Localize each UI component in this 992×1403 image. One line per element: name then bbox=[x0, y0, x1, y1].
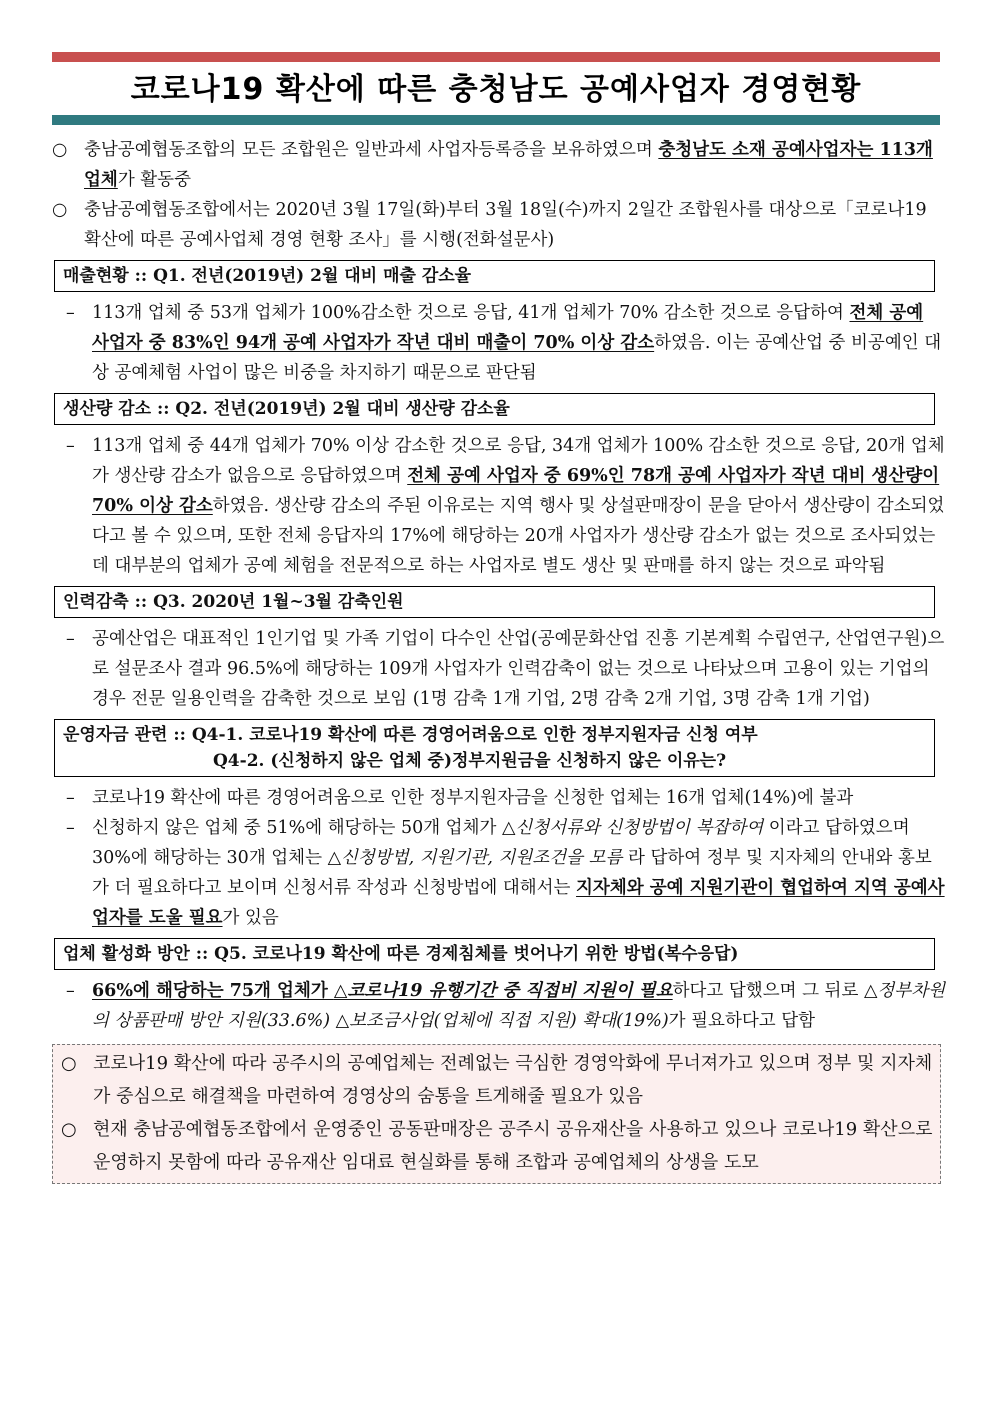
highlight-text: 전체 공예 사업자 중 69%인 78개 공예 사업자가 작년 대비 생산량이 70% 이상 감소 bbox=[92, 466, 940, 516]
dash-bullet: – bbox=[66, 436, 75, 456]
funding-item-1: – 코로나19 확산에 따른 경영어려움으로 인한 정부지원자금을 신청한 업체는 16개 업체(14%)에 불과 bbox=[50, 783, 945, 813]
highlight-italic-text: △코로나19 유행기간 중 직접비 지원이 필요 bbox=[333, 981, 673, 1001]
italic-text: △신청방법, 지원기관, 지원조건을 모름 bbox=[327, 848, 623, 868]
circle-bullet: ○ bbox=[61, 1053, 77, 1074]
circle-bullet: ○ bbox=[52, 140, 68, 160]
conclusion-item-1: ○ 코로나19 확산에 따라 공주시의 공예업체는 전례없는 극심한 경영악화에 무너져가고 있으며 정부 및 지자체가 중심으로 해결책을 마련하여 경영상의 숨통을 트게해줄 필요가 있음 bbox=[59, 1047, 934, 1113]
dash-bullet: – bbox=[66, 981, 75, 1001]
intro-item-1: ○ 충남공예협동조합의 모든 조합원은 일반과세 사업자등록증을 보유하였으며 충청남도 소재 공예사업자는 113개 업체가 활동중 bbox=[50, 135, 945, 195]
highlight-text: 지자체와 공예 지원기관이 협업하여 지역 공예사업자를 도울 필요 bbox=[92, 878, 945, 928]
section-heading-staff: 인력감축 :: Q3. 2020년 1월~3월 감축인원 bbox=[54, 586, 935, 618]
production-item: – 113개 업체 중 44개 업체가 70% 이상 감소한 것으로 응답, 34개 업체가 100% 감소한 것으로 응답, 20개 업체가 생산량 감소가 없음으로 응답하였으며 전체 공예 사업자 중 69%인 78개 공예 사업자가 작년 대비 생산량이 70% 이상 감소하였음. 생산량 감소의 주된 이유로는 지역 행사 및 상설판매장이 문을 닫아서 생산량이 감소되었다고 볼 수 있으며, 또한 전체 응답자의 17%에 해당하는 20개 사업자가 생산량 감소가 없는 것으로 조사되었는데 대부분의 업체가 공예 체험을 전문적으로 하는 사업자로 별도 생산 및 판매를 하지 않는 것으로 파악됨 bbox=[50, 431, 945, 581]
title-top-bar bbox=[52, 52, 940, 62]
italic-text: △정부차원의 상품판매 방안 지원(33.6%) △보조금사업(업체에 직접 지원) 확대(19%) bbox=[92, 981, 946, 1031]
conclusion-item-2: ○ 현재 충남공예협동조합에서 운영중인 공동판매장은 공주시 공유재산을 사용하고 있으나 코로나19 확산으로 운영하지 못함에 따라 공유재산 임대료 현실화를 통해 조합과 공예업체의 상생을 도모 bbox=[59, 1113, 934, 1179]
staff-item: – 공예산업은 대표적인 1인기업 및 가족 기업이 다수인 산업(공예문화산업 진흥 기본계획 수립연구, 산업연구원)으로 설문조사 결과 96.5%에 해당하는 109개 사업자가 인력감축이 없는 것으로 나타났으며 고용이 있는 기업의 경우 전문 일용인력을 감축한 것으로 보임 (1명 감축 1개 기업, 2명 감축 2개 기업, 3명 감축 1개 기업) bbox=[50, 624, 945, 714]
conclusion-box bbox=[52, 1044, 941, 1184]
dash-bullet: – bbox=[66, 629, 75, 649]
intro-item-2: ○ 충남공예협동조합에서는 2020년 3월 17일(화)부터 3월 18일(수)까지 2일간 조합원사를 대상으로「코로나19 확산에 따른 공예사업체 경영 현황 조사」를 시행(전화설문사) bbox=[50, 195, 945, 255]
section-heading-production: 생산량 감소 :: Q2. 전년(2019년) 2월 대비 생산량 감소율 bbox=[54, 393, 935, 425]
dash-bullet: – bbox=[66, 303, 75, 323]
funding-item-2: – 신청하지 않은 업체 중 51%에 해당하는 50개 업체가 △신청서류와 신청방법이 복잡하여 이라고 답하였으며 30%에 해당하는 30개 업체는 △신청방법, 지원기관, 지원조건을 모름 라 답하여 정부 및 지자체의 안내와 홍보가 더 필요하다고 보이며 신청서류 작성과 신청방법에 대해서는 지자체와 공예 지원기관이 협업하여 지역 공예사업자를 도울 필요가 있음 bbox=[50, 813, 945, 933]
highlight-text: 66%에 해당하는 75개 업체가 bbox=[92, 981, 334, 1001]
circle-bullet: ○ bbox=[52, 200, 68, 220]
italic-text: △신청서류와 신청방법이 복잡하여 bbox=[501, 818, 764, 838]
sales-item: – 113개 업체 중 53개 업체가 100%감소한 것으로 응답, 41개 업체가 70% 감소한 것으로 응답하여 전체 공예 사업자 중 83%인 94개 공예 사업자가 작년 대비 매출이 70% 이상 감소하였음. 이는 공예산업 중 비공예인 대상 공예체험 사업이 많은 비중을 차지하기 때문으로 판단됨 bbox=[50, 298, 945, 388]
document-body bbox=[50, 135, 945, 1184]
funding-heading-line-1: 운영자금 관련 :: Q4-1. 코로나19 확산에 따른 경영어려움으로 인한 정부지원자금 신청 여부 bbox=[63, 725, 758, 745]
highlight-text: 충청남도 소재 공예사업자는 113개 업체 bbox=[84, 140, 933, 190]
highlight-text: 전체 공예 사업자 중 83%인 94개 공예 사업자가 작년 대비 매출이 70% 이상 감소 bbox=[92, 303, 924, 353]
section-heading-funding bbox=[54, 719, 935, 777]
section-heading-sales: 매출현황 :: Q1. 전년(2019년) 2월 대비 매출 감소율 bbox=[54, 260, 935, 292]
dash-bullet: – bbox=[66, 788, 75, 808]
dash-bullet: – bbox=[66, 818, 75, 838]
funding-heading-line-2: Q4-2. (신청하지 않은 업체 중)정부지원금을 신청하지 않은 이유는? bbox=[213, 751, 727, 771]
title-bottom-bar bbox=[52, 115, 940, 125]
revitalization-item: – 66%에 해당하는 75개 업체가 △코로나19 유행기간 중 직접비 지원이 필요하다고 답했으며 그 뒤로 △정부차원의 상품판매 방안 지원(33.6%) △보조금사업(업체에 직접 지원) 확대(19%)가 필요하다고 답함 bbox=[50, 976, 945, 1036]
circle-bullet: ○ bbox=[61, 1119, 77, 1140]
page-title: 코로나19 확산에 따른 충청남도 공예사업자 경영현황 bbox=[130, 72, 862, 107]
section-heading-revitalization: 업체 활성화 방안 :: Q5. 코로나19 확산에 따른 경제침체를 벗어나기 위한 방법(복수응답) bbox=[54, 938, 935, 970]
